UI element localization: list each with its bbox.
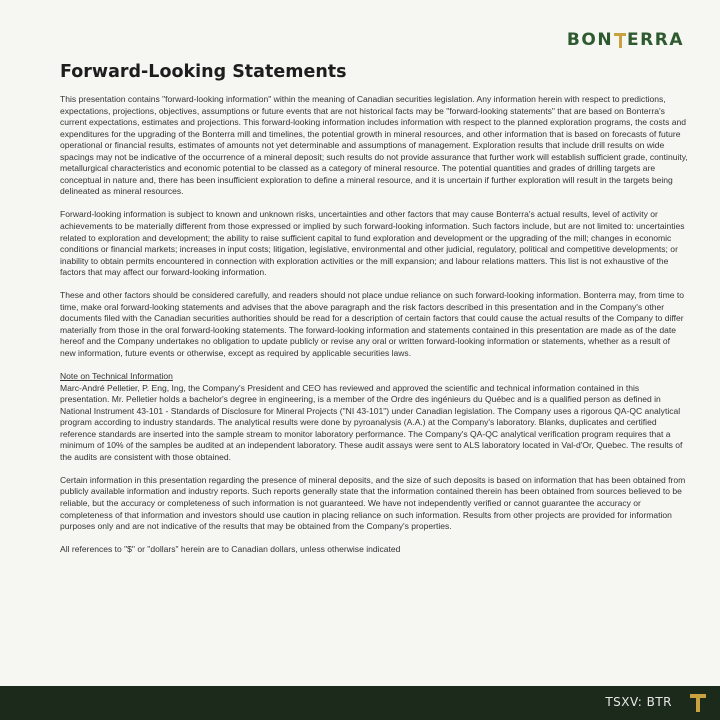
page-title: Forward-Looking Statements (60, 62, 347, 82)
paragraph-other-factors: These and other factors should be considered carefully, and readers should not place undue reliance on such forward-looking information. Bonterra may, from time to time, make oral forward-looking statements and advises that the above paragraph and the risk factors described in this presentation and in the Company's other documents filed with the Canadian securities authorities should be read for a description of certain factors that could cause the actual results of the Company to differ materially from those in the oral forward-looking statements. The forward-looking information and statements contained in this presentation are made as of the date hereof and the Company undertakes no obligation to update publicly or revise any oral or written forward-looking information or statements, whether as a result of new information, future events or otherwise, except as required by applicable securities laws. (60, 290, 684, 358)
brand-t-icon (690, 694, 706, 712)
logo-t-icon (614, 33, 626, 48)
technical-note-body: Marc-André Pelletier, P. Eng, Ing, the Company's President and CEO has reviewed and approved the scientific and technical information contained in this presentation. Mr. Pelletier holds a bachelor's degree in engineering, is a member of the Ordre des ingénieurs du Québec and is a qualified person as defined in National Instrument 43-101 - Standards of Disclosure for Mineral Projects ("NI 43-101") under Canadian legislation. The Company uses a rigorous QA-QC analytical program according to industry standards. The analytical results were done by pyroanalysis (A.A.) at the Company's laboratory. Blanks, duplicates and certified reference standards are inserted into the sample stream to monitor laboratory performance. The Company's QA-QC analytical verification program requires that a minimum of 10% of the samples be audited at an independent laboratory. These audit assays were sent to ALS laboratory located in Val-d'Or, Quebec. The results of the audits are consistent with those obtained. (60, 382, 683, 462)
company-logo (567, 30, 684, 50)
ticker-symbol: TSXV: BTR (605, 695, 672, 709)
logo-text-right: ERRA (627, 30, 684, 50)
logo-text-left: BON (566, 30, 614, 50)
paragraph-mineral-deposits: Certain information in this presentation regarding the presence of mineral deposits, and the size of such deposits is based on information that has been obtained from publicly available information and industry reports. Such reports generally state that the information contained therein has been obtained from sources believed to be reliable, but the accuracy or completeness of such information is not guaranteed. We have not independently verified or cannot guarantee the accuracy or completeness of that information and investors should use caution in placing reliance on such information. Results from other projects are provided for information purposes only and are not indicative of the results that may be obtained from the Company's properties. (60, 474, 686, 532)
document-body (60, 94, 688, 567)
paragraph-forward-looking-info: This presentation contains "forward-looking information" within the meaning of Canadian securities legislation. Any information herein with respect to predictions, expectations, projections, objectives, assumptions or future events that are not historical facts may be "forward-looking statements" that are based on Bonterra's current expectations, estimates and projections. This forward-looking information includes information with respect to the planned exploration programs, the costs and expenditures for the upgrading of the Bonterra mill and timelines, the potential growth in mineral resources, and other information that is based on forecasts of future operational or financial results, estimates of amounts not yet determinable and assumptions of management. Exploration results that include drill results on wide spacings may not be indicative of the occurrence of a mineral deposit; such results do not provide assurance that further work will establish sufficient grade, continuity, metallurgical characteristics and economic potential to be classed as a category of mineral resource. The potential quantities and grades of drilling targets are conceptual in nature and, there has been insufficient exploration to define a mineral resource, and it is uncertain if further exploration will result in the targets being delineated as mineral resources. (60, 94, 688, 197)
paragraph-risks: Forward-looking information is subject to known and unknown risks, uncertainties and other factors that may cause Bonterra's actual results, level of activity or achievements to be materially different from those expressed or implied by such forward-looking information. Such factors include, but are not limited to: uncertainties related to exploration and development; the ability to raise sufficient capital to fund exploration and development or the upgrading of the mill; changes in economic conditions or financial markets; increases in input costs; litigation, legislative, environmental and other judicial, regulatory, political and competitive developments; or inability to obtain permits encountered in connection with exploration activities or the mill expansion; and labour relations matters. This list is not exhaustive of the factors that may affect our forward-looking information. (60, 209, 685, 278)
currency-note: All references to "$" or "dollars" herein are to Canadian dollars, unless otherwise indicated (60, 544, 401, 555)
technical-note-heading: Note on Technical Information (60, 370, 173, 381)
technical-note (60, 371, 688, 463)
footer-bar (0, 686, 720, 720)
